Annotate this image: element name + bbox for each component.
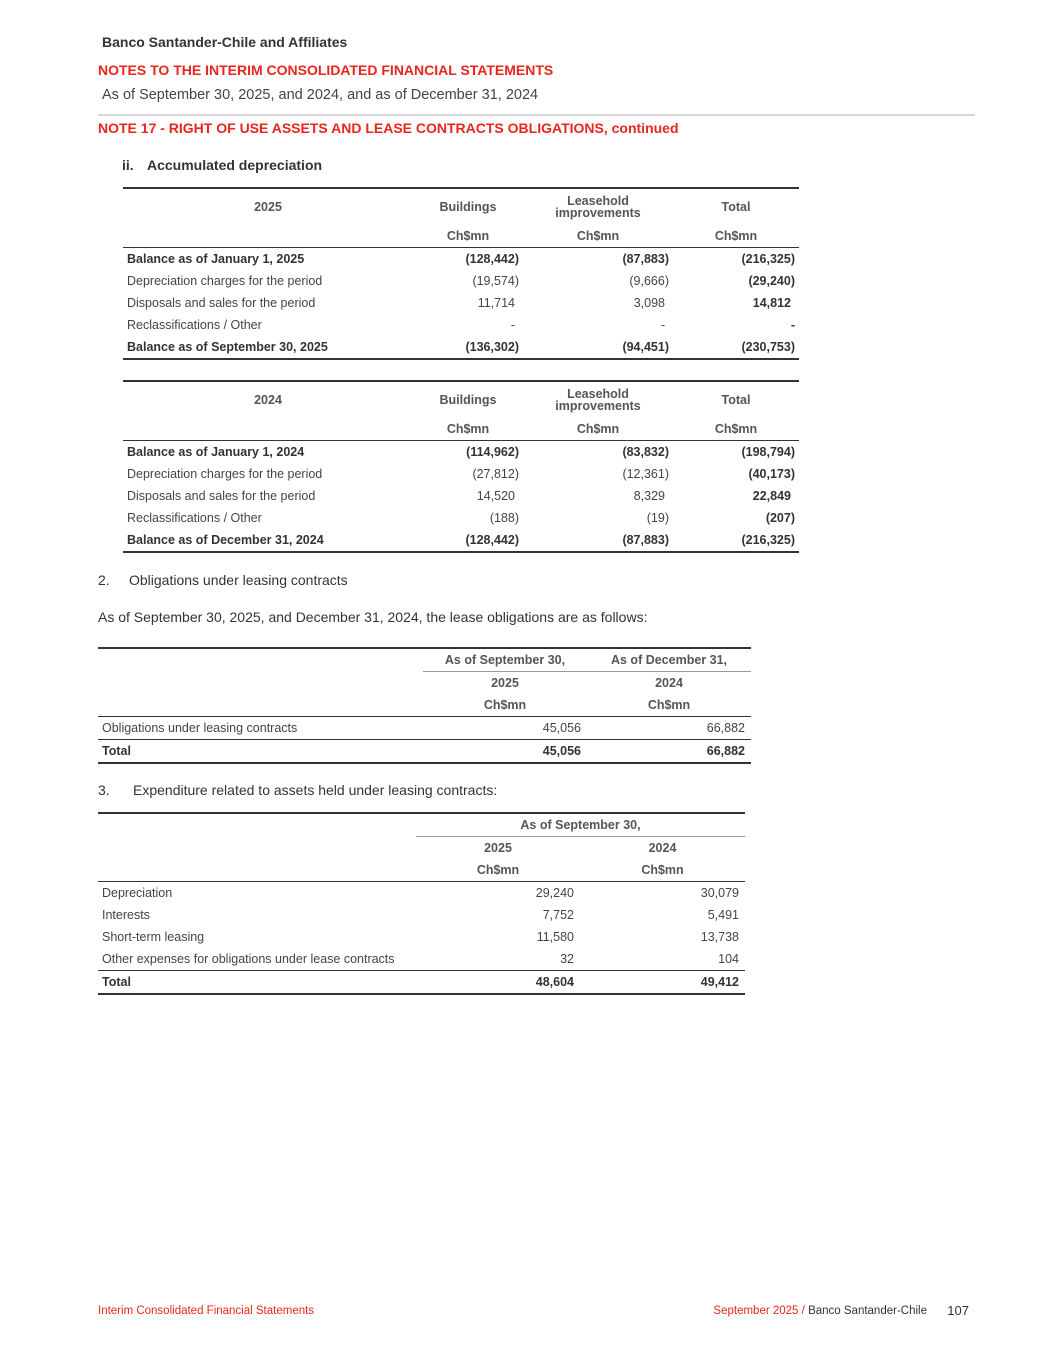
subsection-heading [122, 157, 322, 173]
subsection-title: Accumulated depreciation [147, 157, 323, 173]
col2-year: 2024 [648, 841, 677, 855]
unit-label: Ch$mn [446, 422, 490, 436]
table-row: Balance as of January 1, 2025 (128,442) (87,883) (216,325) [123, 248, 799, 271]
table-row: Balance as of January 1, 2024 (114,962) (83,832) (198,794) [123, 441, 799, 464]
header-divider [98, 114, 975, 116]
col2-header: As of December 31, [587, 648, 751, 672]
table-row: Disposals and sales for the period 11,714 3,098 14,812 [127, 296, 791, 310]
page-number: 107 [947, 1303, 969, 1318]
table-row: Balance as of December 31, 2024 (128,442) (87,883) (216,325) [123, 529, 799, 552]
unit-label: Ch$mn [446, 229, 490, 243]
footer-bank: Banco Santander-Chile [808, 1305, 927, 1317]
col1-header: As of September 30, [423, 648, 587, 672]
col1-year: 2025 [484, 841, 512, 855]
table-row: Interests 7,752 5,491 [102, 908, 739, 922]
total-header: Total [673, 188, 799, 225]
depreciation-table-2024 [123, 380, 799, 553]
company-name: Banco Santander-Chile and Affiliates [102, 34, 348, 50]
unit-label: Ch$mn [714, 422, 758, 436]
section-title: Expenditure related to assets held under leasing contracts: [133, 782, 498, 798]
unit-label: Ch$mn [576, 229, 620, 243]
year-header: 2025 [123, 188, 413, 225]
unit-label: Ch$mn [476, 863, 520, 877]
note-title: NOTE 17 - RIGHT OF USE ASSETS AND LEASE CONTRACTS OBLIGATIONS, continued [98, 120, 679, 136]
unit-label: Ch$mn [647, 698, 691, 712]
depreciation-table-2025 [123, 187, 799, 360]
table-row: Balance as of September 30, 2025 (136,302) (94,451) (230,753) [123, 336, 799, 359]
footer-left: Interim Consolidated Financial Statements [98, 1305, 315, 1317]
section-2-heading [98, 572, 348, 588]
table-row: Short-term leasing 11,580 13,738 [102, 930, 739, 944]
notes-title: NOTES TO THE INTERIM CONSOLIDATED FINANCIAL STATEMENTS [98, 62, 554, 78]
year-header: 2024 [123, 381, 413, 418]
footer-date: September 2025 [713, 1305, 799, 1317]
buildings-header: Buildings [413, 381, 523, 418]
table-row: Depreciation 29,240 30,079 [98, 882, 745, 905]
section-2-intro: As of September 30, 2025, and December 31, 2024, the lease obligations are as follows: [98, 609, 648, 625]
table-row: Depreciation charges for the period (19,574) (9,666) (29,240) [127, 274, 795, 288]
table-row: Reclassifications / Other - - - [127, 318, 795, 332]
lease-expenditure-table [98, 812, 745, 995]
table-row: Disposals and sales for the period 14,520 8,329 22,849 [127, 489, 791, 503]
footer-right [713, 1305, 927, 1317]
col2-year: 2024 [655, 676, 683, 690]
table-row: Obligations under leasing contracts 45,056 66,882 [98, 717, 751, 740]
section-3-heading [98, 782, 497, 798]
buildings-header: Buildings [413, 188, 523, 225]
table-row: Total 48,604 49,412 [98, 971, 745, 995]
subsection-number: ii. [122, 157, 134, 173]
section-title: Obligations under leasing contracts [129, 572, 348, 588]
total-header: Total [673, 381, 799, 418]
lease-obligations-table [98, 647, 751, 764]
unit-label: Ch$mn [714, 229, 758, 243]
table-row: Other expenses for obligations under lease contracts 32 104 [102, 952, 739, 966]
table-row: Depreciation charges for the period (27,812) (12,361) (40,173) [127, 467, 795, 481]
unit-label: Ch$mn [483, 698, 527, 712]
col1-year: 2025 [491, 676, 519, 690]
unit-label: Ch$mn [576, 422, 620, 436]
section-number: 3. [98, 782, 110, 798]
section-number: 2. [98, 572, 110, 588]
footer-separator: / [801, 1305, 805, 1317]
period-header: As of September 30, [416, 813, 745, 837]
as-of-date: As of September 30, 2025, and 2024, and as of December 31, 2024 [102, 87, 539, 103]
leasehold-header: Leasehold improvements [523, 381, 673, 418]
leasehold-header: Leasehold improvements [523, 188, 673, 225]
table-row: Reclassifications / Other (188) (19) (207) [127, 511, 795, 525]
unit-label: Ch$mn [641, 863, 684, 877]
table-row: Total 45,056 66,882 [98, 740, 751, 764]
